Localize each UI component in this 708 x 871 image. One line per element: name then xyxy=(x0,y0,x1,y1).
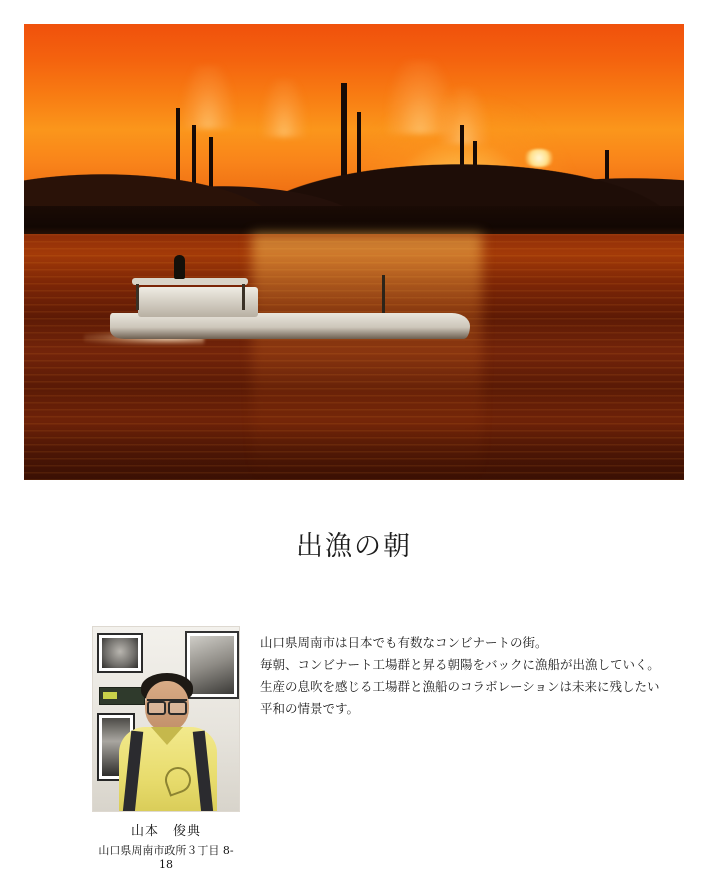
author-address: 山口県周南市政所３丁目 8-18 xyxy=(98,844,234,871)
page-title: 出漁の朝 xyxy=(296,531,412,562)
body-line: 平和の情景です。 xyxy=(260,701,360,716)
canopy-post xyxy=(242,284,245,310)
shoreline-silhouette xyxy=(24,206,684,236)
boat-cabin xyxy=(138,287,258,317)
hero-photo xyxy=(24,24,684,480)
fishing-boat xyxy=(110,257,480,357)
author-name: 山本 俊典 xyxy=(130,824,201,839)
fisherman-silhouette xyxy=(174,255,185,279)
portrait-glasses xyxy=(147,699,187,712)
sun xyxy=(522,149,556,167)
boat-mast xyxy=(382,275,385,313)
wall-picture-frame xyxy=(97,633,143,673)
body-line: 毎朝、コンビナート工場群と昇る朝陽をバックに漁船が出漁していく。 xyxy=(260,657,660,672)
canopy-post xyxy=(136,284,139,310)
boat-canopy xyxy=(132,278,248,285)
author-portrait xyxy=(92,626,240,812)
shelf-object xyxy=(99,687,145,705)
wall-picture-frame xyxy=(185,631,239,699)
body-line: 山口県周南市は日本でも有数なコンビナートの街。 xyxy=(260,635,548,650)
body-text xyxy=(260,632,670,720)
body-line: 生産の息吹を感じる工場群と漁船のコラボレーションは未来に残したい xyxy=(260,679,660,694)
author-block xyxy=(92,626,240,871)
